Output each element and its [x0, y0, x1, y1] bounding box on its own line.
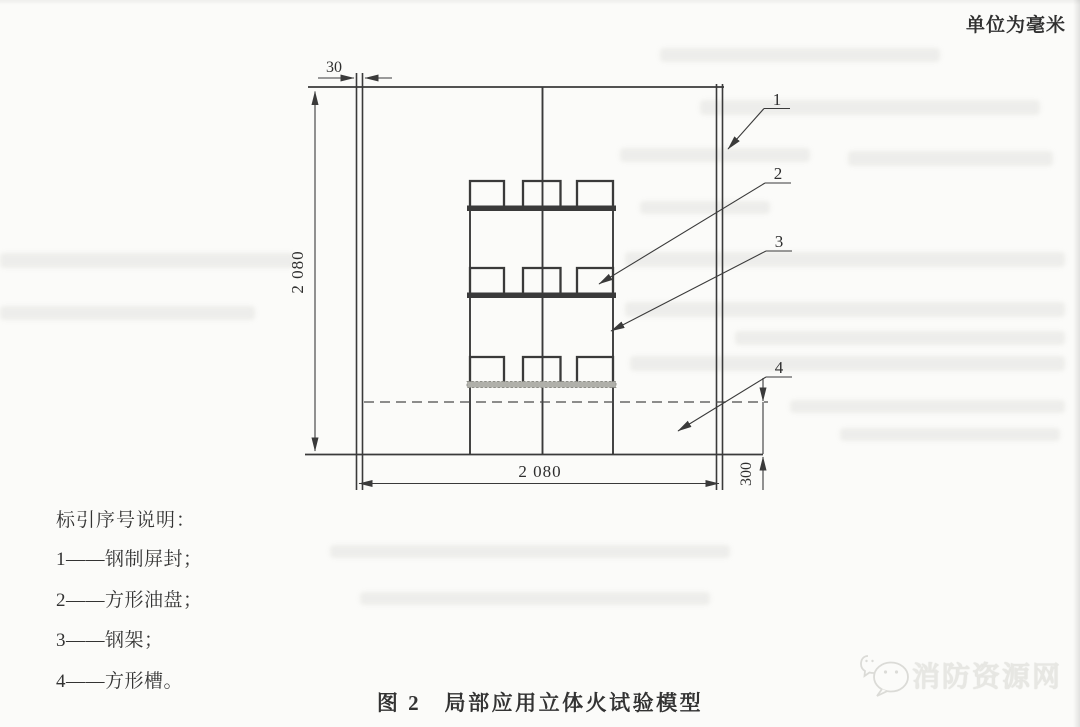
steel-frame	[470, 87, 613, 454]
callout-3	[611, 232, 792, 331]
frame-shelves	[467, 206, 616, 388]
square-oil-pans	[470, 181, 613, 383]
legend	[56, 505, 203, 706]
callout-1	[728, 90, 790, 149]
callout-3-number: 3	[774, 232, 784, 251]
dimension-trough-depth	[738, 378, 763, 490]
dimension-height	[288, 92, 315, 452]
dimension-wall-thickness-label: 30	[326, 59, 342, 76]
callout-1-number: 1	[772, 90, 782, 109]
figure-caption: 图 2 局部应用立体火试验模型	[376, 691, 704, 715]
steel-screen-enclosure	[305, 73, 763, 490]
dimension-wall-thickness	[318, 59, 392, 78]
dimension-width	[359, 462, 719, 484]
dimension-width-label: 2 080	[518, 462, 562, 481]
callout-2	[599, 164, 791, 284]
legend-item-1: 1——钢制屏封；	[56, 549, 203, 570]
watermark	[860, 652, 1062, 698]
legend-item-2: 2——方形油盘；	[56, 589, 203, 611]
scan-edge-shadow	[1073, 0, 1080, 727]
legend-item-4: 4——方形槽。	[56, 670, 184, 692]
callout-2-number: 2	[773, 164, 783, 183]
callout-4-number: 4	[774, 358, 784, 377]
watermark-site-name: 消防资源网	[912, 662, 1063, 693]
chat-bubbles-icon	[860, 652, 912, 698]
legend-title: 标引序号说明：	[56, 510, 197, 531]
dimension-trough-depth-label: 300	[738, 462, 755, 486]
legend-item-3: 3——钢架；	[56, 630, 164, 651]
scan-edge-shadow-top	[0, 0, 1080, 5]
dimension-height-label: 2 080	[288, 250, 307, 294]
callout-4	[678, 358, 792, 431]
units-note: 单位为毫米	[965, 15, 1066, 36]
